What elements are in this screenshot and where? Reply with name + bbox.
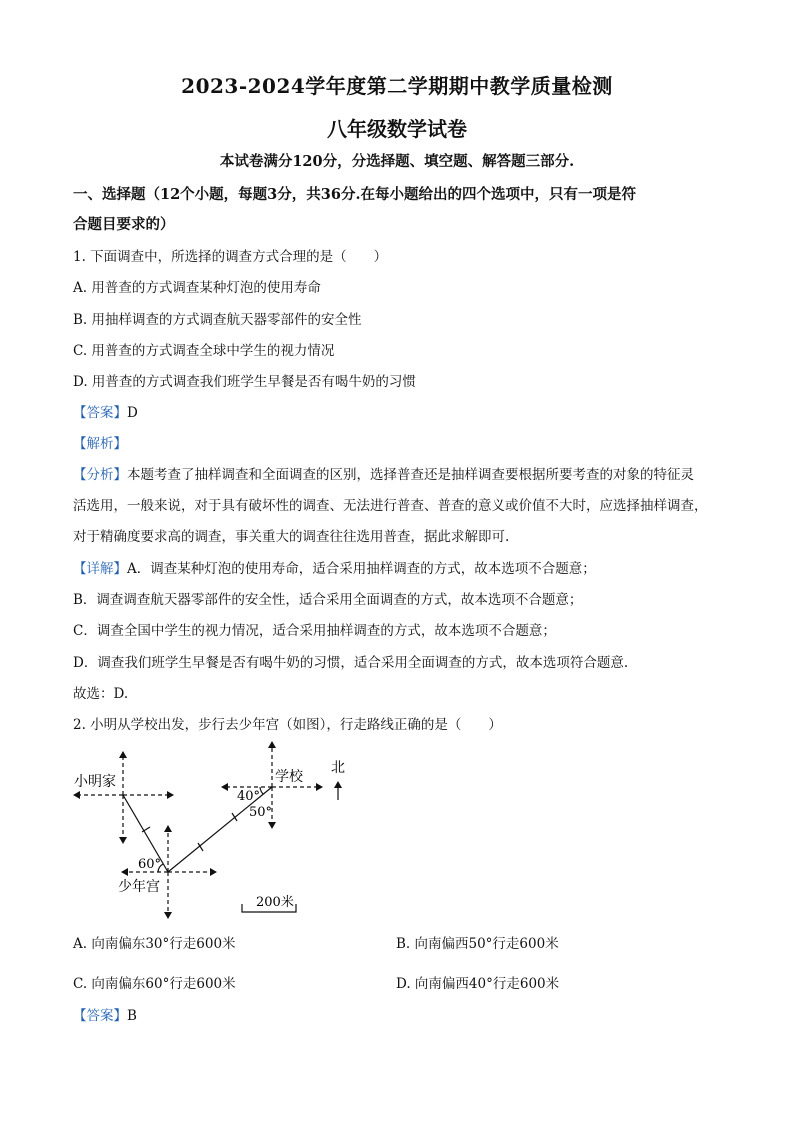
q2-option-a: A. 向南偏东30°行走600米 bbox=[73, 936, 236, 952]
label-angle-60: 60° bbox=[138, 857, 162, 872]
detail-tag: 【详解】 bbox=[73, 561, 127, 577]
jiexi-tag: 【解析】 bbox=[73, 436, 127, 452]
answer-tag: 【答案】 bbox=[73, 405, 127, 421]
label-north: 北 bbox=[331, 760, 345, 776]
q2-option-c: C. 向南偏东60°行走600米 bbox=[73, 976, 236, 992]
answer-value: D bbox=[127, 405, 138, 421]
label-home: 小明家 bbox=[74, 774, 116, 790]
answer-value: B bbox=[127, 1008, 137, 1024]
label-school: 学校 bbox=[275, 769, 303, 785]
detail-text: A．调查某种灯泡的使用寿命，适合采用抽样调查的方式，故本选项不合题意； bbox=[127, 561, 596, 577]
q2-answer bbox=[73, 1004, 137, 1024]
analysis-tag: 【分析】 bbox=[73, 467, 127, 483]
label-scale: 200米 bbox=[256, 895, 294, 910]
q1-analysis-2: 活选用，一般来说，对于具有破坏性的调查、无法进行普查、普查的意义或价值不大时，应选择抽样调查， bbox=[73, 498, 708, 514]
section-heading-line2: 合题目要求的） bbox=[73, 216, 175, 233]
answer-tag: 【答案】 bbox=[73, 1008, 127, 1024]
q1-detail-c: C．调查全国中学生的视力情况，适合采用抽样调查的方式，故本选项不合题意； bbox=[73, 623, 556, 639]
label-angle-40: 40° bbox=[237, 789, 261, 804]
q2-stem: 2. 小明从学校出发，步行去少年宫（如图），行走路线正确的是（ ） bbox=[73, 717, 502, 733]
q1-stem: 1. 下面调查中，所选择的调查方式合理的是（ ） bbox=[73, 249, 388, 265]
exam-subtitle: 八年级数学试卷 bbox=[327, 117, 467, 141]
q1-option-c: C. 用普查的方式调查全球中学生的视力情况 bbox=[73, 343, 335, 359]
q1-conclusion: 故选：D. bbox=[73, 686, 129, 702]
exam-title: 2023-2024学年度第二学期期中教学质量检测 bbox=[181, 74, 613, 98]
section-heading-line1: 一、选择题（12个小题，每题3分，共36分.在每小题给出的四个选项中，只有一项是符 bbox=[73, 186, 636, 203]
q1-detail-b: B．调查调查航天器零部件的安全性，适合采用全面调查的方式，故本选项不合题意； bbox=[73, 592, 583, 608]
q2-option-b: B. 向南偏西50°行走600米 bbox=[396, 936, 559, 952]
exam-note: 本试卷满分120分，分选择题、填空题、解答题三部分. bbox=[219, 153, 575, 170]
analysis-text: 本题考查了抽样调查和全面调查的区别，选择普查还是抽样调查要根据所要考查的对象的特征灵 bbox=[127, 467, 694, 483]
q1-option-a: A. 用普查的方式调查某种灯泡的使用寿命 bbox=[73, 280, 321, 296]
label-angle-50: 50° bbox=[249, 805, 273, 820]
q2-option-d: D. 向南偏西40°行走600米 bbox=[396, 976, 560, 992]
q1-option-d: D. 用普查的方式调查我们班学生早餐是否有喝牛奶的习惯 bbox=[73, 374, 416, 390]
q1-option-b: B. 用抽样调查的方式调查航天器零部件的安全性 bbox=[73, 312, 362, 328]
q1-analysis-3: 对于精确度要求高的调查，事关重大的调查往往选用普查，据此求解即可. bbox=[73, 529, 510, 545]
label-palace: 少年宫 bbox=[118, 879, 160, 895]
angle-arc-40 bbox=[260, 787, 263, 794]
q1-detail-d: D．调查我们班学生早餐是否有喝牛奶的习惯，适合采用全面调查的方式，故本选项符合题意. bbox=[73, 655, 629, 671]
